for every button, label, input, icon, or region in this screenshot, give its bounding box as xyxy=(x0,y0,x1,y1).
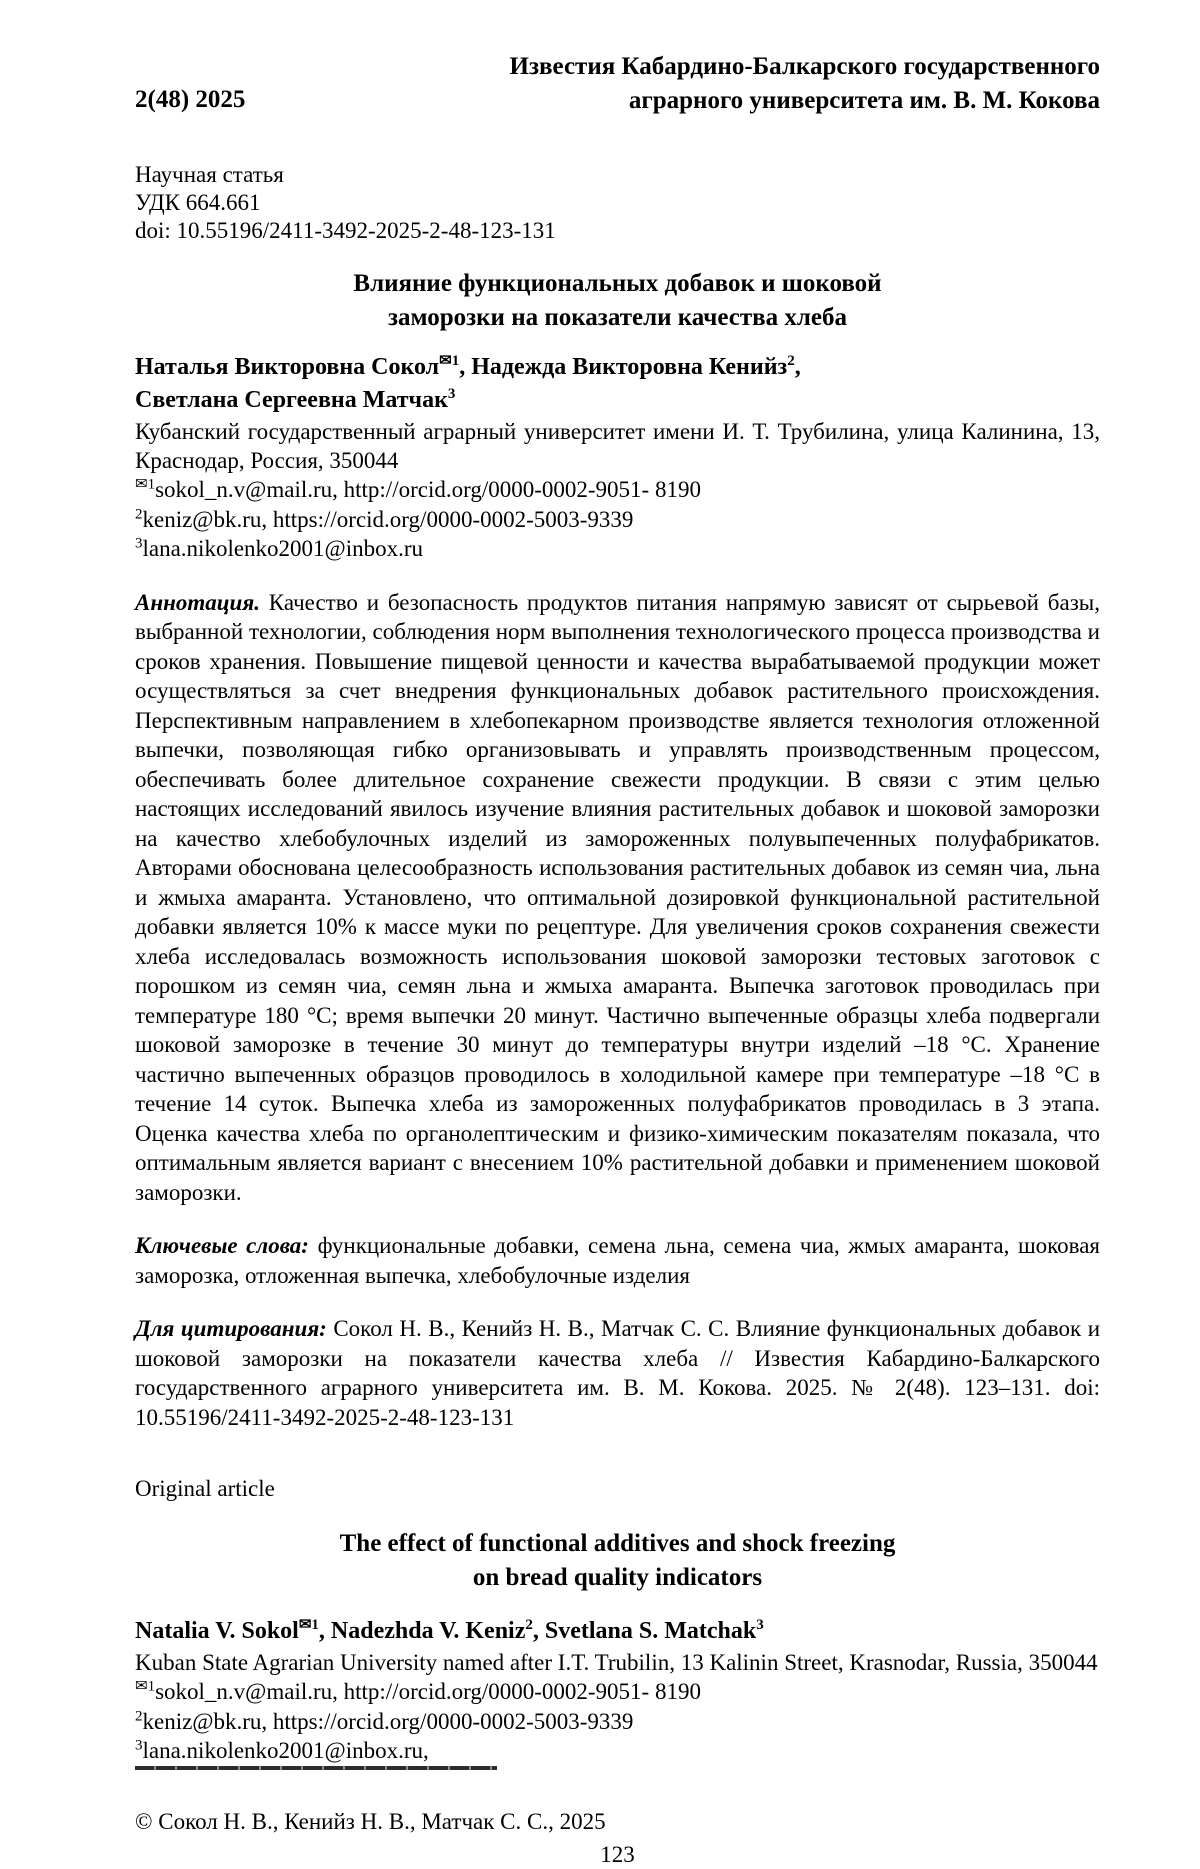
page-number: 123 xyxy=(600,1841,635,1867)
keywords-paragraph xyxy=(135,1231,1100,1290)
keywords-label: Ключевые слова: xyxy=(135,1233,309,1258)
article-title-ru-line-1: Влияние функциональных добавок и шоковой xyxy=(353,270,882,297)
email-orcid-text: sokol_n.v@mail.ru, http://orcid.org/0000-0002-9051- 8190 xyxy=(155,1679,701,1704)
author-separator: , xyxy=(318,1618,331,1644)
email-orcid-text: keniz@bk.ru, https://orcid.org/0000-0002-5003-9339 xyxy=(142,506,634,532)
contacts-ru xyxy=(135,475,1100,564)
author-separator: , xyxy=(459,354,472,380)
article-type-en: Original article xyxy=(135,1476,275,1501)
author-name: Наталья Викторовна Сокол xyxy=(135,354,440,380)
abstract-label: Аннотация. xyxy=(135,589,260,615)
journal-name-line-2: аграрного университета им. В. М. Кокова xyxy=(628,87,1100,114)
keywords-text: функциональные добавки, семена льна, семена чиа, жмых амаранта, шоковая заморозка, отложенная выпечка, хлебобулочные изделия xyxy=(135,1233,1101,1288)
author-superscript: 2 xyxy=(787,353,795,369)
email-orcid-text: keniz@bk.ru, https://orcid.org/0000-0002-5003-9339 xyxy=(142,1708,634,1734)
issue-label: 2(48) 2025 xyxy=(135,86,246,113)
article-title-en-line-2: on bread quality indicators xyxy=(472,1564,763,1591)
article-title-en-line-1: The effect of functional additives and shock freezing xyxy=(339,1530,896,1557)
copyright-line: © Сокол Н. В., Кенийз Н. В., Матчак С. С., 2025 xyxy=(135,1808,606,1834)
journal-name-line-1: Известия Кабардино-Балкарского государственного xyxy=(509,53,1100,80)
article-title-ru-line-2: заморозки на показатели качества хлеба xyxy=(387,304,848,331)
contact-superscript: 3 xyxy=(135,535,143,552)
author-superscript: 3 xyxy=(447,386,456,402)
contact-line xyxy=(135,505,1100,535)
email-orcid-text: sokol_n.v@mail.ru, http://orcid.org/0000-0002-9051- 8190 xyxy=(155,477,701,502)
authors-en xyxy=(135,1615,1100,1648)
article-title-en xyxy=(135,1527,1100,1595)
envelope-superscript: ✉1 xyxy=(135,476,156,493)
email-orcid-text: lana.nikolenko2001@inbox.ru, xyxy=(142,1738,429,1763)
udc-label: УДК 664.661 xyxy=(135,190,261,215)
page-footer xyxy=(135,1766,1100,1869)
contact-superscript: 3 xyxy=(135,1737,143,1754)
abstract-text: Качество и безопасность продуктов питания напрямую зависят от сырьевой базы, выбранной технологии, соблюдения норм выполнения технологического процесса производства и сроков хранения. Повышение пищевой ценности и качества вырабатываемой продукции может осуществляться за счет внедрения функциональных добавок растительного происхождения. Перспективным направлением в хлебопекарном производстве является технология отложенной выпечки, позволяющая гибко организовывать и управлять производственным процессом, обеспечивать более длительное сохранение свежести продукции. В связи с этим целью настоящих исследований явилось изучение влияния растительных добавок и шоковой заморозки на качество хлебобулочных изделий из замороженных полувыпеченных полуфабрикатов. Авторами обоснована целесообразность использования растительных добавок из семян чиа, льна и жмыха амаранта. Установлено, что оптимальной дозировкой функциональной растительной добавки является 10% к массе муки по рецептуре. Для увеличения сроков сохранения свежести хлеба исследовалась возможность использования шоковой заморозки тестовых заготовок с порошком из семян чиа, семян льна и жмыха амаранта. Выпечка заготовок проводилась при температуре 180 °С; время выпечки 20 минут. Частично выпеченные образцы хлеба подвергали шоковой заморозке в течение 30 минут до температуры внутри изделий –18 °С. Хранение частично выпеченных образцов проводилось в холодильной камере при температуре –18 °С в течение 14 суток. Выпечка хлеба из замороженных полуфабрикатов проводилась в 3 этапа. Оценка качества хлеба по органолептическим и физико-химическим показателям показала, что оптимальным является вариант с внесением 10% растительной добавки и применением шоковой заморозки. xyxy=(135,589,1100,1205)
author-separator: , xyxy=(794,354,801,380)
article-meta xyxy=(135,161,1100,245)
journal-name xyxy=(510,50,1100,118)
author-superscript: 2 xyxy=(525,1617,533,1633)
article-type-ru: Научная статья xyxy=(135,162,284,187)
footnote-rule xyxy=(135,1766,497,1770)
email-orcid-text: lana.nikolenko2001@inbox.ru xyxy=(142,536,424,561)
contact-line xyxy=(135,1736,1100,1766)
contacts-en xyxy=(135,1677,1100,1766)
contact-line xyxy=(135,534,1100,564)
envelope-superscript: ✉1 xyxy=(298,1617,319,1633)
author-separator: , xyxy=(532,1618,545,1644)
author-name: Svetlana S. Matchak xyxy=(544,1618,757,1644)
authors-ru xyxy=(135,351,1100,417)
article-title-ru xyxy=(135,267,1100,335)
envelope-superscript: ✉1 xyxy=(439,353,460,369)
contact-line xyxy=(135,1707,1100,1737)
contact-superscript: 2 xyxy=(135,505,143,522)
author-name: Светлана Сергеевна Матчак xyxy=(135,387,448,413)
affiliation-ru: Кубанский государственный аграрный университет имени И. Т. Трубилина, улица Калинина, 13, Краснодар, Россия, 350044 xyxy=(135,419,1100,473)
affiliation-en: Kuban State Agrarian University named after I.T. Trubilin, 13 Kalinin Street, Krasnodar, Russia, 350044 xyxy=(135,1650,1098,1675)
citation-paragraph xyxy=(135,1314,1100,1432)
envelope-superscript: ✉1 xyxy=(135,1678,156,1695)
author-name: Natalia V. Sokol xyxy=(135,1618,299,1644)
author-name: Надежда Викторовна Кенийз xyxy=(471,354,788,380)
citation-label: Для цитирования: xyxy=(135,1316,327,1341)
contact-superscript: 2 xyxy=(135,1707,143,1724)
citation-text: Сокол Н. В., Кенийз Н. В., Матчак С. С. Влияние функциональных добавок и шоковой заморозки на показатели качества хлеба // Известия Кабардино-Балкарского государственного аграрного университета им. В. М. Кокова. 2025. № 2(48). 123–131. doi: 10.55196/2411-3492-2025-2-48-123-131 xyxy=(135,1316,1100,1430)
contact-line xyxy=(135,1677,1100,1707)
doi-label: doi: 10.55196/2411-3492-2025-2-48-123-131 xyxy=(135,218,556,243)
contact-line xyxy=(135,475,1100,505)
author-name: Nadezhda V. Keniz xyxy=(330,1618,526,1644)
page-header xyxy=(135,50,1100,118)
abstract-paragraph xyxy=(135,588,1100,1208)
author-superscript: 3 xyxy=(756,1617,764,1633)
